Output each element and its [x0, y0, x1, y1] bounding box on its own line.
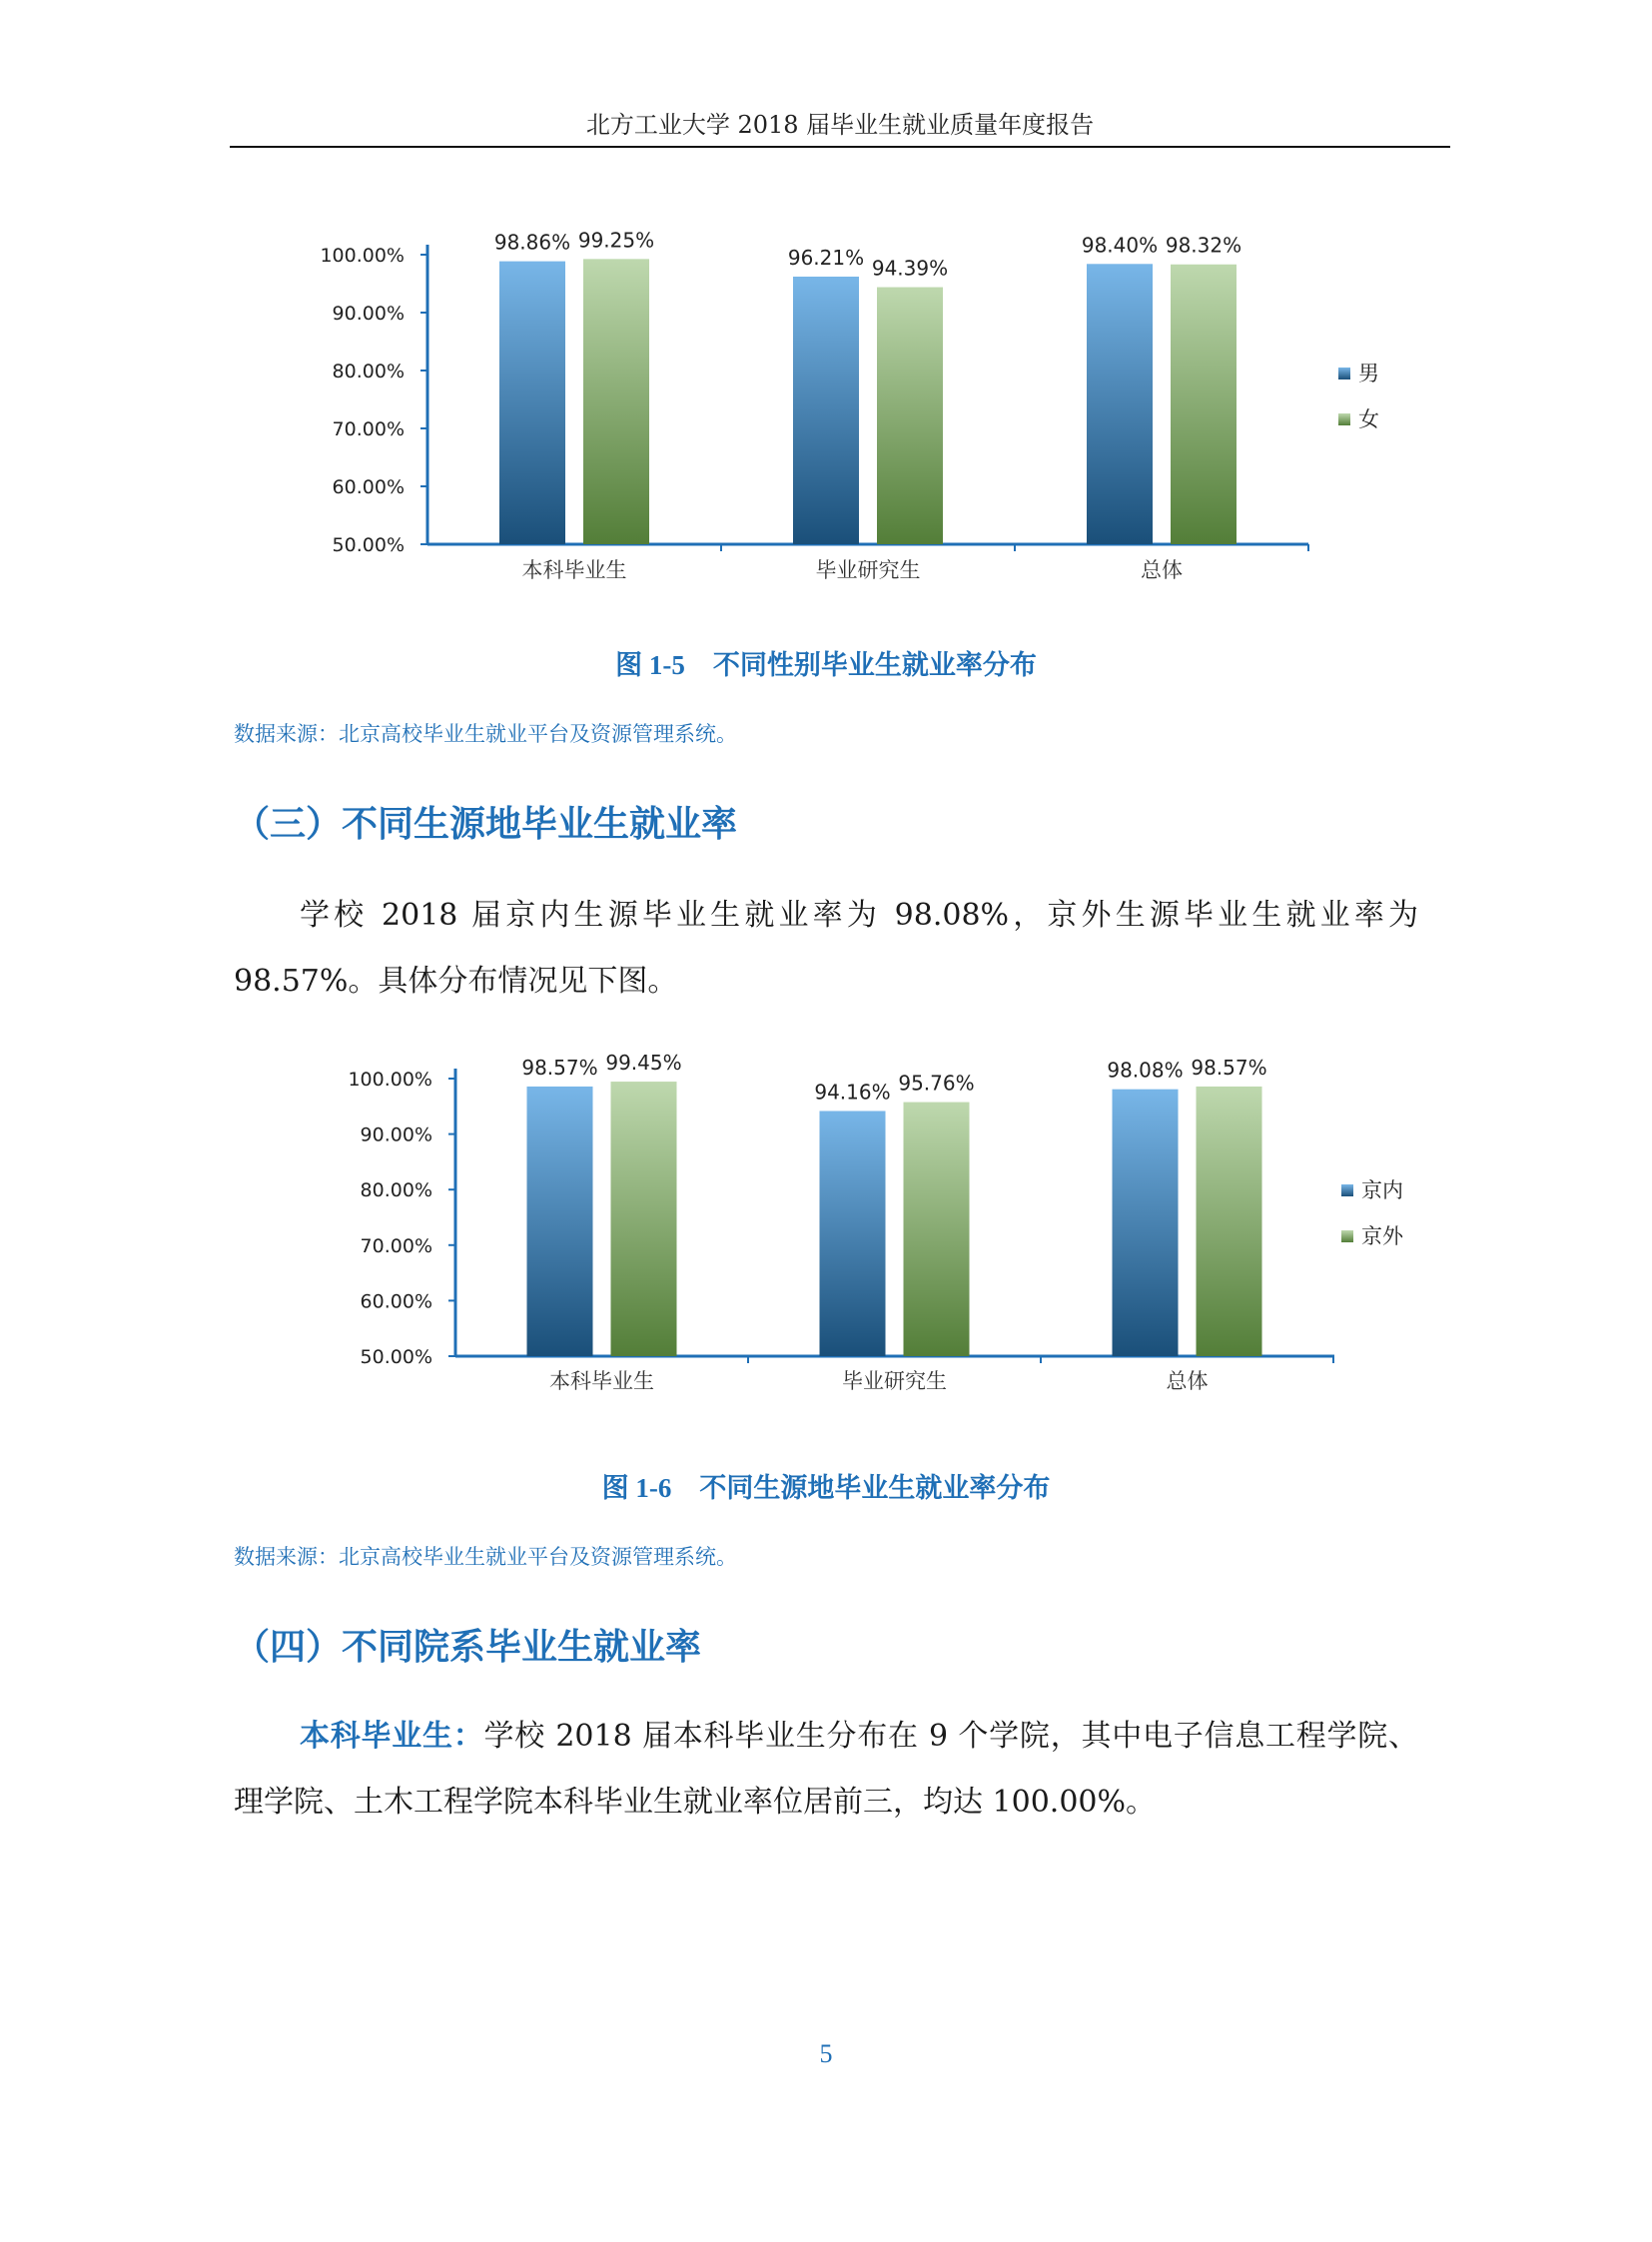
legend-label: 男 [1358, 362, 1379, 385]
paragraph-lead: 本科毕业生： [300, 1719, 484, 1754]
data-label: 94.16% [814, 1080, 891, 1105]
x-tick-label: 毕业研究生 [815, 558, 921, 582]
figure-number: 图 1-5 [615, 650, 685, 680]
y-tick-label: 100.00% [348, 1069, 432, 1091]
legend-label: 女 [1358, 407, 1379, 431]
page-header: 北方工业大学 2018 届毕业生就业质量年度报告 [585, 111, 1095, 139]
bar-京外-本科毕业生 [611, 1082, 677, 1356]
section-paragraph-4 [234, 1704, 1418, 1836]
data-label: 94.39% [871, 256, 949, 281]
x-tick-label: 总体 [1141, 558, 1183, 582]
y-tick-label: 60.00% [332, 476, 405, 498]
section-heading-3: （三）不同生源地毕业生就业率 [234, 804, 738, 845]
y-tick-label: 80.00% [360, 1179, 432, 1202]
data-label: 98.32% [1165, 233, 1242, 258]
bar-京内-总体 [1113, 1090, 1179, 1356]
y-tick-label: 70.00% [360, 1234, 432, 1257]
paragraph-text: 学校 2018 届京内生源毕业生就业率为 98.08%，京外生源毕业生就业率为 98.57%。具体分布情况见下图。 [234, 898, 1418, 999]
data-label: 98.40% [1081, 233, 1159, 258]
figure-source-1-6: 数据来源：北京高校毕业生就业平台及资源管理系统。 [234, 1545, 737, 1569]
data-label: 96.21% [787, 245, 865, 270]
x-tick-label: 毕业研究生 [842, 1369, 947, 1393]
bar-京外-毕业研究生 [904, 1103, 970, 1356]
x-tick-label: 本科毕业生 [521, 558, 627, 582]
y-tick-label: 90.00% [360, 1123, 432, 1146]
legend-label: 京内 [1361, 1178, 1403, 1202]
figure-title: 不同性别毕业生就业率分布 [712, 650, 1037, 681]
legend-swatch [1341, 1230, 1353, 1242]
data-label: 95.76% [898, 1071, 975, 1096]
figure-source-1-5: 数据来源：北京高校毕业生就业平台及资源管理系统。 [234, 722, 737, 746]
data-label: 98.08% [1107, 1058, 1184, 1083]
paragraph-text: 学校 2018 届本科毕业生分布在 9 个学院，其中电子信息工程学院、理学院、土木工程学院本科毕业生就业率位居前三，均达 100.00%。 [234, 1719, 1418, 1820]
y-tick-label: 80.00% [332, 361, 405, 382]
y-tick-label: 90.00% [332, 303, 405, 325]
y-tick-label: 100.00% [320, 245, 405, 267]
legend-swatch [1341, 1184, 1353, 1196]
section-heading-4: （四）不同院系毕业生就业率 [234, 1627, 702, 1668]
figure-number: 图 1-6 [601, 1473, 672, 1503]
data-label: 98.57% [1191, 1055, 1267, 1080]
bar-京外-总体 [1197, 1087, 1262, 1356]
x-tick-label: 本科毕业生 [549, 1369, 654, 1393]
data-label: 98.57% [521, 1055, 598, 1080]
y-tick-label: 50.00% [332, 534, 405, 556]
legend-label: 京外 [1361, 1224, 1403, 1248]
data-label: 99.25% [577, 228, 655, 253]
x-tick-label: 总体 [1166, 1369, 1209, 1393]
page-number: 5 [819, 2039, 833, 2068]
data-label: 99.45% [605, 1051, 682, 1076]
figure-caption-1-6 [0, 1466, 1652, 1505]
y-tick-label: 70.00% [332, 418, 405, 440]
bar-京内-本科毕业生 [527, 1087, 593, 1356]
y-tick-label: 50.00% [360, 1346, 432, 1368]
figure-title: 不同生源地毕业生就业率分布 [699, 1473, 1051, 1504]
data-label: 98.86% [493, 230, 571, 255]
y-tick-label: 60.00% [360, 1290, 432, 1313]
bar-京内-毕业研究生 [820, 1111, 886, 1356]
